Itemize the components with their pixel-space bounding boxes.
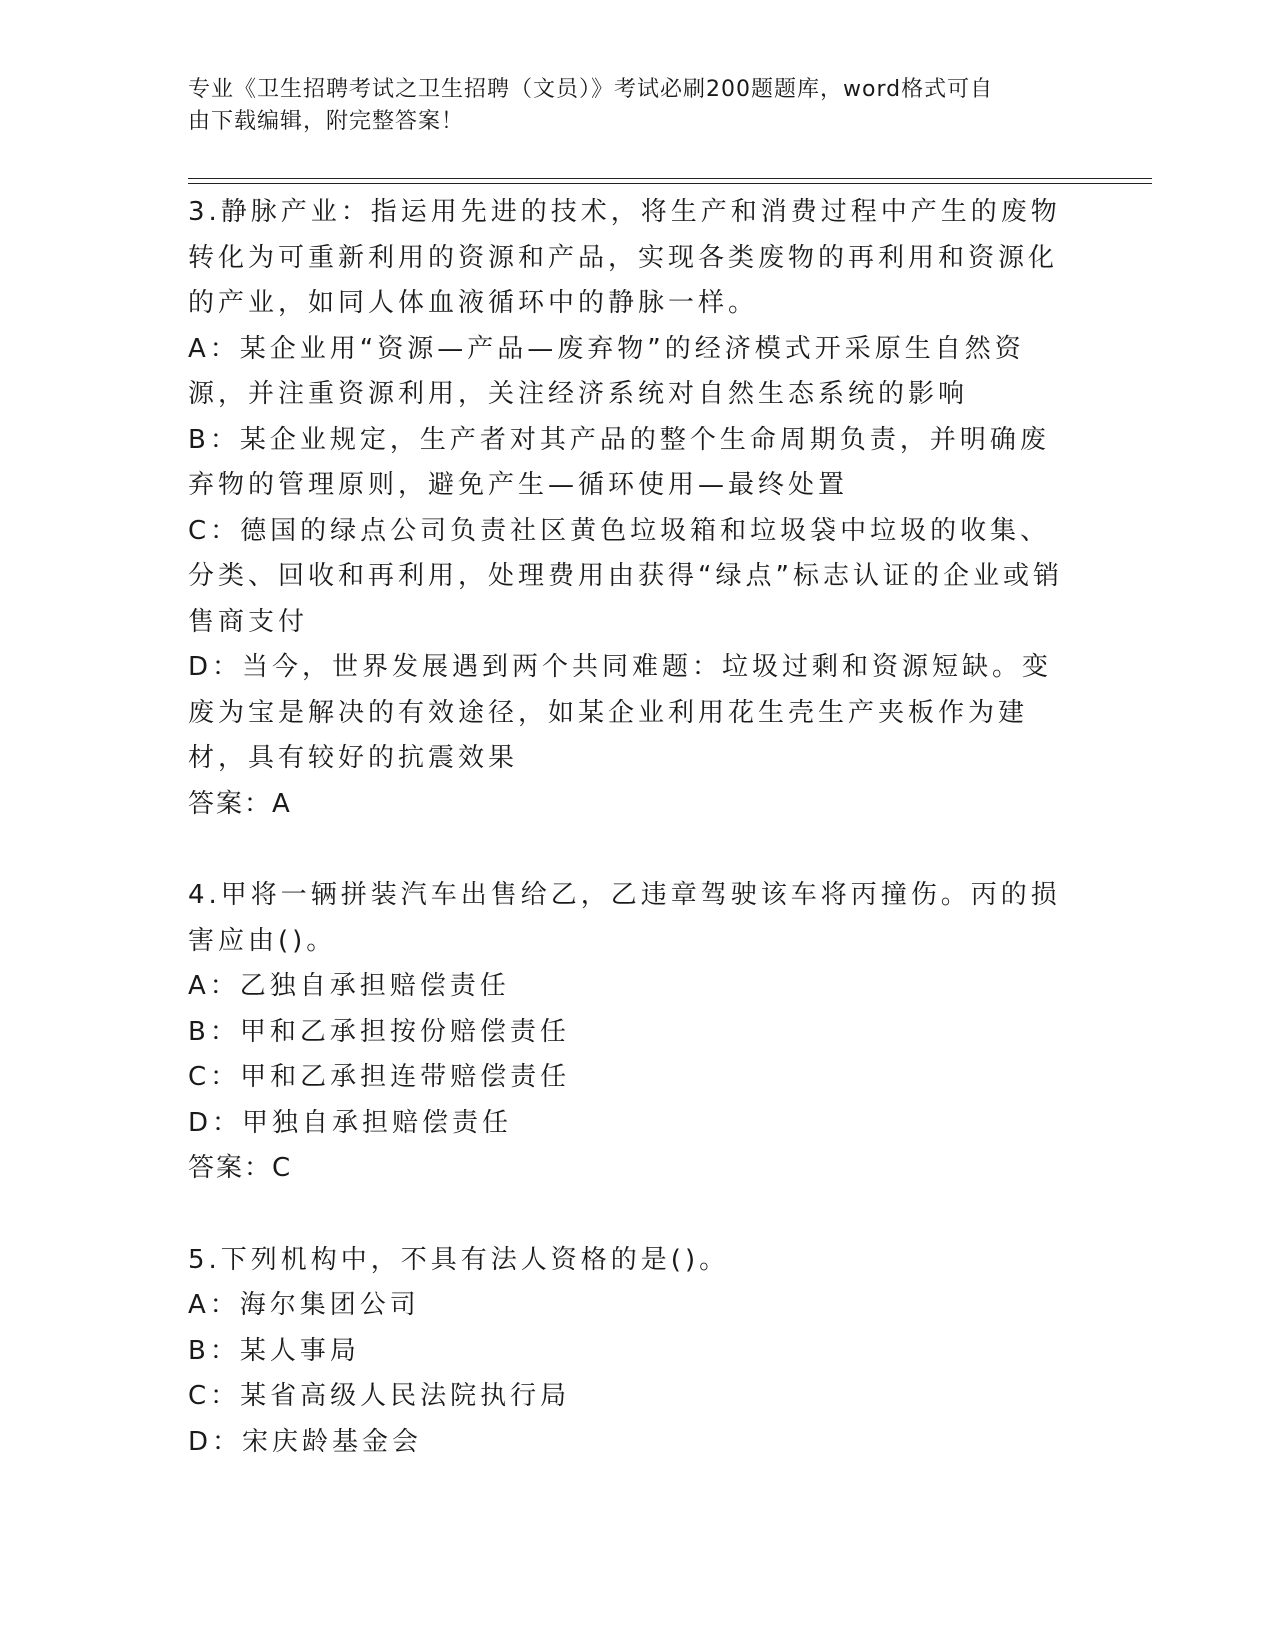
question-stem: 5.下列机构中，不具有法人资格的是()。 (188, 1244, 730, 1275)
header-line-1: 专业《卫生招聘考试之卫生招聘（文员）》考试必刷200题题库，word格式可自 (188, 77, 994, 102)
answer-line: 答案：C (188, 1153, 293, 1183)
option-a: A：某企业用“资源—产品—废弃物”的经济模式开采原生自然资源，并注重资源利用，关注经济系统对自然生态系统的影响 (188, 333, 1025, 409)
option-d: D：当今，世界发展遇到两个共同难题：垃圾过剩和资源短缺。变废为宝是解决的有效途径，如某企业利用花生壳生产夹板作为建材，具有较好的抗震效果 (188, 652, 1053, 773)
option-a: A：海尔集团公司 (188, 1290, 420, 1320)
question-5 (188, 1238, 1078, 1466)
option-b: B：某人事局 (188, 1335, 360, 1366)
question-3 (188, 190, 1078, 827)
header-divider-bottom (188, 183, 1152, 184)
document-header (188, 74, 1068, 138)
question-stem: 3.静脉产业：指运用先进的技术，将生产和消费过程中产生的废物转化为可重新利用的资源和产品，实现各类废物的再利用和资源化的产业，如同人体血液循环中的静脉一样。 (188, 197, 1061, 318)
header-line-2: 由下载编辑，附完整答案！ (188, 109, 465, 134)
answer-line: 答案：A (188, 788, 292, 819)
question-4 (188, 873, 1078, 1192)
option-b: B：某企业规定，生产者对其产品的整个生命周期负责，并明确废弃物的管理原则，避免产生—循环使用—最终处置 (188, 424, 1050, 500)
option-d: D：甲独自承担赔偿责任 (188, 1107, 513, 1138)
option-c: C：甲和乙承担连带赔偿责任 (188, 1062, 571, 1092)
question-stem: 4.甲将一辆拼装汽车出售给乙，乙违章驾驶该车将丙撞伤。丙的损害应由()。 (188, 880, 1061, 956)
option-c: C：德国的绿点公司负责社区黄色垃圾箱和垃圾袋中垃圾的收集、分类、回收和再利用，处理费用由获得“绿点”标志认证的企业或销售商支付 (188, 515, 1063, 637)
option-c: C：某省高级人民法院执行局 (188, 1381, 571, 1411)
option-a: A：乙独自承担赔偿责任 (188, 971, 510, 1001)
option-b: B：甲和乙承担按份赔偿责任 (188, 1016, 570, 1047)
option-d: D：宋庆龄基金会 (188, 1426, 423, 1457)
question-list (188, 190, 1078, 1465)
header-divider-top (188, 178, 1152, 179)
